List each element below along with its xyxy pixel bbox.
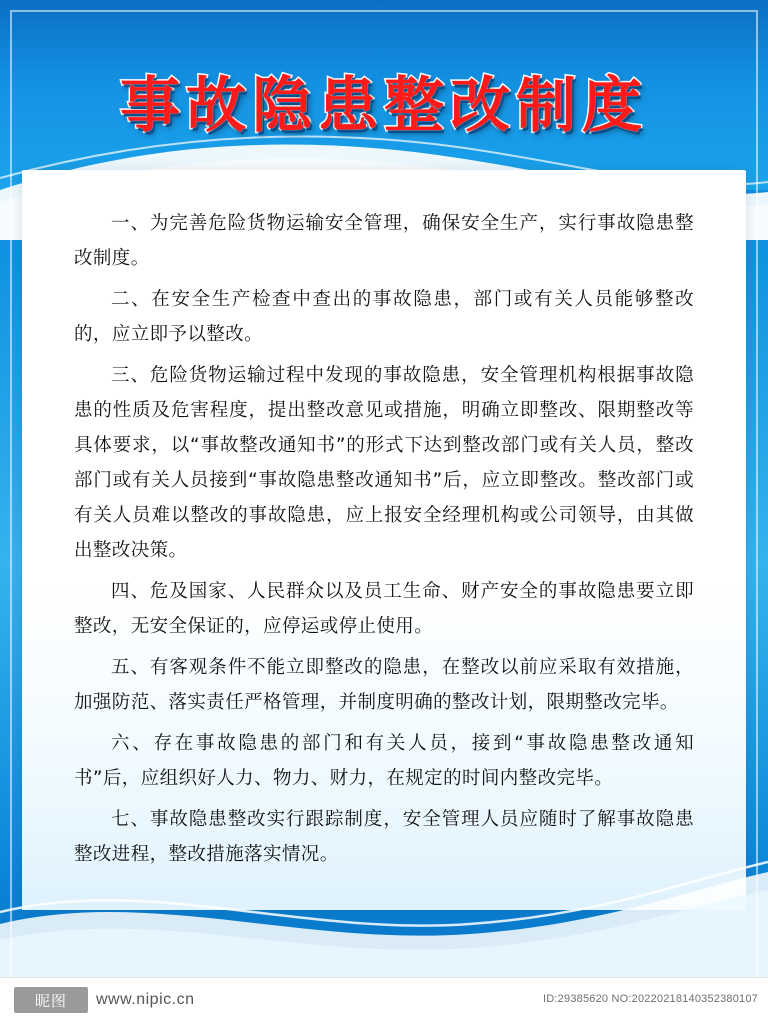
document-body — [74, 206, 694, 878]
paragraph: 二、在安全生产检查中查出的事故隐患，部门或有关人员能够整改的，应立即予以整改。 — [74, 289, 694, 345]
paragraph: 六、存在事故隐患的部门和有关人员，接到“事故隐患整改通知书”后，应组织好人力、物力、财力，在规定的时间内整改完毕。 — [74, 733, 694, 789]
logo-badge: 昵图 — [14, 987, 88, 1013]
logo-url: www.nipic.cn — [96, 991, 195, 1008]
paragraph: 五、有客观条件不能立即整改的隐患，在整改以前应采取有效措施，加强防范、落实责任严格管理，并制度明确的整改计划，限期整改完毕。 — [74, 657, 694, 713]
paragraph: 四、危及国家、人民群众以及员工生命、财产安全的事故隐患要立即整改，无安全保证的，应停运或停止使用。 — [74, 581, 694, 637]
footer-bar — [0, 977, 768, 1024]
content-panel — [22, 170, 746, 910]
watermark-logo — [14, 987, 194, 1013]
paragraph: 三、危险货物运输过程中发现的事故隐患，安全管理机构根据事故隐患的性质及危害程度，提出整改意见或措施，明确立即整改、限期整改等具体要求，以“事故整改通知书”的形式下达到整改部门或有关人员，整改部门或有关人员接到“事故隐患整改通知书”后，应立即整改。整改部门或有关人员难以整改的事故隐患，应上报安全经理机构或公司领导，由其做出整改决策。 — [74, 365, 694, 561]
wave-bottom-decoration — [0, 828, 768, 978]
paragraph: 七、事故隐患整改实行跟踪制度，安全管理人员应随时了解事故隐患整改进程，整改措施落实情况。 — [74, 809, 694, 865]
page-title: 事故隐患整改制度 — [120, 71, 648, 141]
poster-title-container — [0, 58, 768, 144]
asset-id-text: ID:29385620 NO:20220218140352380107 — [543, 993, 758, 1005]
paragraph: 一、为完善危险货物运输安全管理，确保安全生产，实行事故隐患整改制度。 — [74, 213, 694, 269]
